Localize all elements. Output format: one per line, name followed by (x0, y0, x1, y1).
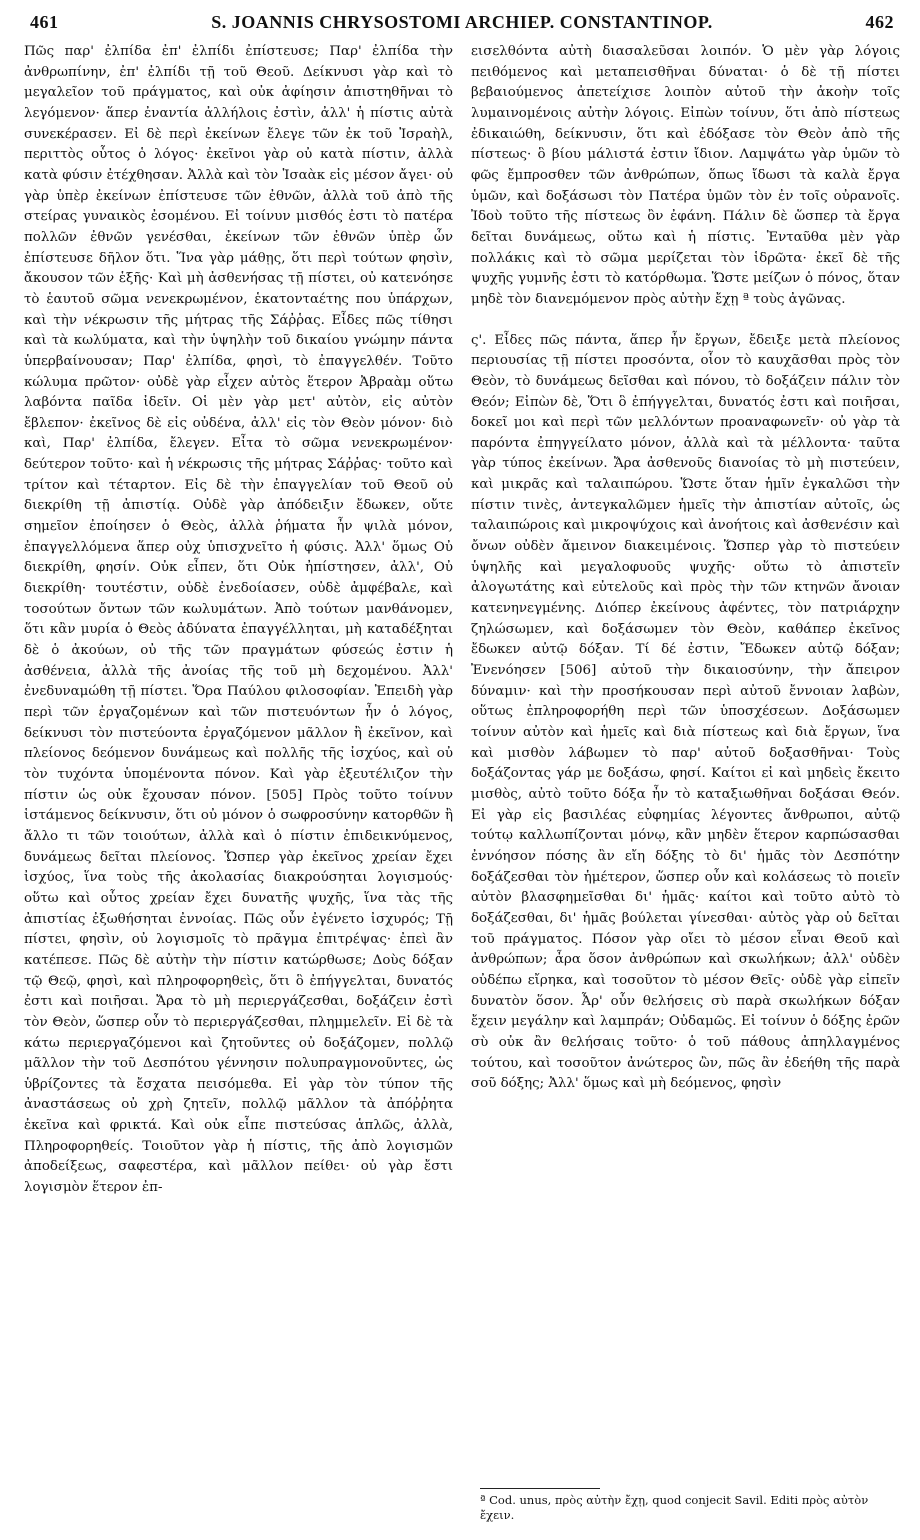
paragraph: ς'. Εἶδες πῶς πάντα, ἅπερ ἦν ἔργων, ἔδειξε μετὰ πλείονος περιουσίας τῇ πίστει προσόντα, οἷον τὸ καυχᾶσθαι πρὸς τὸν Θεὸν, τὸ δυνάμεως δεῖσθαι καὶ πόνου, τὸ δοξάζειν πάλιν τὸν Θεόν; Εἰπὼν δὲ, Ὅτι ὃ ἐπήγγελται, δυνατός ἐστι καὶ ποιῆσαι, δοκεῖ μοι καὶ περὶ τῶν μελλόντων προαναφωνεῖν· οὐ γὰρ τὰ παρόντα ἐπηγγείλατο μόνον, ἀλλὰ καὶ τὰ μέλλοντα· ταῦτα γὰρ τύπος ἐκείνων. Ἄρα ἀσθενοῦς διανοίας τὸ μὴ πιστεύειν, καὶ μικρᾶς καὶ ταλαιπώρου. Ὥστε ὅταν ἡμῖν ἐγκαλῶσι τὴν πίστιν τινὲς, ἀντεγκαλῶμεν ἡμεῖς τὴν ἀπιστίαν αὐτοῖς, ὡς ταλαιπώροις καὶ μικροψύχοις καὶ ἀνοήτοις καὶ ἀσθενέσιν καὶ ὄνων οὐδὲν ἄμεινον διακειμένοις. Ὥσπερ γὰρ τὸ πιστεύειν ὑψηλῆς καὶ μεγαλοφυοῦς ψυχῆς· οὕτω τὸ ἀπιστεῖν ἀλογωτάτης καὶ εὐτελοῦς καὶ πρὸς τὴν τῶν κτηνῶν ἄνοιαν κατενηνεγμένης. Διόπερ ἐκείνους ἀφέντες, τὸν πατριάρχην ζηλώσωμεν, καὶ δοξάσωμεν τὸν Θεὸν, καθάπερ ἐκεῖνος ἔδωκεν αὐτῷ δόξαν. Τί δέ ἐστιν, Ἔδωκεν αὐτῷ δόξαν; Ἐνενόησεν [506] αὐτοῦ τὴν δικαιοσύνην, τὴν ἄπειρον δύναμιν· καὶ τὴν προσήκουσαν περὶ αὐτοῦ ἔννοιαν λαβὼν, οὕτως ἐπληροφορήθη περὶ τῶν ὑποσχέσεων. Δοξάσωμεν τοίνυν αὐτὸν καὶ ἡμεῖς καὶ διὰ πίστεως καὶ διὰ ἔργων, ἵνα καὶ μισθὸν λάβωμεν τὸ παρ' αὐτοῦ δοξασθῆναι· Τοὺς δοξάζοντας γάρ με δοξάσω, φησί. Καίτοι εἰ καὶ μηδεὶς ἔκειτο μισθὸς, αὐτὸ τοῦτο δόξα ἦν τὸ καταξιωθῆναι δοξάσαι Θεόν. Εἰ γὰρ εἰς βασιλέας εὐφημίας λέγοντες ἄνθρωποι, αὐτῷ τούτῳ καλλωπίζονται μόνῳ, κἂν μηδὲν ἕτερον καρπώσασθαι ἐννόησον πόσης ἂν εἴη δόξης τὸ δι' ἡμᾶς τὸν Δεσπότην δοξάζεσθαι τὸν ἡμέτερον, ὥσπερ οὖν καὶ κολάσεως τὸ ποιεῖν αὐτὸν βλασφημεῖσθαι δι' ἡμᾶς· καίτοι καὶ τοῦτο αὐτὸ τὸ δοξάζεσθαι, δι' ἡμᾶς βούλεται γίνεσθαι· αὐτὸς γὰρ οὐ δεῖται τοῦ πράγματος. Πόσον γὰρ οἴει τὸ μέσον εἶναι Θεοῦ καὶ ἀνθρώπων; ἆρα ὅσον ἀνθρώπων καὶ σκωλήκων; ἀλλ' οὐδὲν οὐδέπω εἴρηκα, καὶ τοσοῦτον τὸ μέσον Θεῖς· οὐδὲ γὰρ εἰπεῖν δυνατὸν ὅσον. Ἆρ' οὖν θελήσεις σὺ παρὰ σκωλήκων δόξαν ἔχειν μεγάλην καὶ λαμπράν; Οὐδαμῶς. Εἰ τοίνυν ὁ δόξης ἐρῶν σὺ οὐκ ἂν θελήσαις τοῦτο· ὁ τοῦ πάθους ἀπηλλαγμένος τούτου, καὶ τοσοῦτον ἀνώτερος ὢν, πῶς ἂν ἐδεήθη τῆς παρὰ σοῦ δόξης; Ἀλλ' ὅμως καὶ μὴ δεόμενος, φησὶν (471, 332, 900, 1092)
right-column (471, 42, 900, 1199)
text-columns (24, 42, 900, 1199)
page-number-right: 462 (865, 12, 894, 32)
running-header (24, 12, 900, 40)
footnotes (480, 1488, 900, 1523)
page-number-left: 461 (30, 12, 59, 32)
paragraph: Πῶς παρ' ἐλπίδα ἐπ' ἐλπίδι ἐπίστευσε; Παρ' ἐλπίδα τὴν ἀνθρωπίνην, ἐπ' ἐλπίδι τῇ τοῦ Θεοῦ. Δείκνυσι γὰρ καὶ τὸ μεγαλεῖον τοῦ πράγματος, καὶ οὐκ ἀφίησιν ἀπιστηθῆναι τὸ λεγόμενον· ἅπερ ἐναντία ἀλλήλοις ἐστὶν, ἀλλ' ἡ πίστις αὐτὰ συνεκέρασεν. Εἰ δὲ περὶ ἐκείνων ἔλεγε τῶν ἐκ τοῦ Ἰσραὴλ, περιττὸς οὗτος ὁ λόγος· ἐκεῖνοι γὰρ οὐ κατὰ πίστιν, ἀλλὰ κατὰ φύσιν ἐτέχθησαν. Ἀλλὰ καὶ τὸν Ἰσαὰκ εἰς μέσον ἄγει· οὐ γὰρ ὑπὲρ ἐκείνων ἐπίστευσε τῶν ἐθνῶν, ἀλλὰ τοῦ ἀπὸ τῆς στείρας γυναικὸς ἐσομένου. Εἰ τοίνυν μισθός ἐστι τὸ πατέρα πολλῶν ἐθνῶν γενέσθαι, ἐκείνων τῶν ἐθνῶν ὑπὲρ ὧν ἐπίστευσε δῆλον ὅτι. Ἵνα γὰρ μάθῃς, ὅτι περὶ τούτων φησὶν, ἄκουσον τῶν ἑξῆς· Καὶ μὴ ἀσθενήσας τῇ πίστει, οὐ κατενόησε τὸ ἑαυτοῦ σῶμα νενεκρωμένον, ἑκατονταέτης που ὑπάρχων, καὶ τὴν νέκρωσιν τῆς μήτρας τῆς Σάῤῥας. Εἶδες πῶς τίθησι καὶ τὰ κωλύματα, καὶ τὴν ὑψηλὴν τοῦ δικαίου γνώμην πάντα ὑπερβαίνουσαν; Παρ' ἐλπίδα, φησὶ, τὸ ἐπαγγελθέν. Τοῦτο κώλυμα πρῶτον· οὐδὲ γὰρ εἶχεν αὐτὸς ἕτερον Ἀβραὰμ οὕτω λαβόντα παῖδα ἰδεῖν. Οἱ μὲν γὰρ μετ' αὐτὸν, εἰς αὐτὸν ἔβλεπον· ἐκεῖνος δὲ εἰς οὐδένα, ἀλλ' εἰς τὸν Θεὸν μόνον· διὸ καὶ, Παρ' ἐλπίδα, ἔλεγεν. Εἶτα τὸ σῶμα νενεκρωμένον· δεύτερον τοῦτο· καὶ ἡ νέκρωσις τῆς μήτρας Σάῤῥας· τοῦτο καὶ τρίτον καὶ τέταρτον. Εἰς δὲ τὴν ἐπαγγελίαν τοῦ Θεοῦ οὐ διεκρίθη τῇ ἀπιστίᾳ. Οὐδὲ γὰρ ἀπόδειξιν ἔδωκεν, οὔτε σημεῖον ἐποίησεν ὁ Θεὸς, ἀλλὰ ῥήματα ἦν ψιλὰ μόνον, ἐπαγγελλόμενα ἅπερ οὐχ ὑπισχνεῖτο ἡ φύσις. Ἀλλ' ὅμως Οὐ διεκρίθη, φησίν. Οὐκ εἶπεν, ὅτι Οὐκ ἠπίστησεν, ἀλλ', Οὐ διεκρίθη· τουτέστιν, οὐδὲ ἐνεδοίασεν, οὐδὲ ἀμφέβαλε, καὶ τοσούτων ὄντων τῶν κωλυμάτων. Ἀπὸ τούτων μανθάνομεν, ὅτι κἂν μυρία ὁ Θεὸς ἀδύνατα ἐπαγγέλληται, μὴ καταδέξηται δὲ ὁ ἀκούων, οὐ τῆς τῶν πραγμάτων φύσεώς ἐστιν ἡ ἀσθένεια, ἀλλὰ τῆς ἀνοίας τῆς τοῦ μὴ δεχομένου. Ἀλλ' ἐνεδυναμώθη τῇ πίστει. Ὅρα Παύλου φιλοσοφίαν. Ἐπειδὴ γὰρ περὶ τῶν ἐργαζομένων καὶ τῶν πιστευόντων ἦν ὁ λόγος, δείκνυσι τὸν πιστεύοντα ἐργαζόμενον μᾶλλον ἢ ἐκεῖνον, καὶ πλείονος δεόμενον δυνάμεως καὶ πολλῆς τῆς ἰσχύος, καὶ οὐ τὸν τυχόντα ὑπομένοντα πόνον. Καὶ γὰρ ἐξευτέλιζον τὴν πίστιν ὡς οὐκ ἔχουσαν πόνον. [505] Πρὸς τοῦτο τοίνυν ἱστάμενος δείκνυσιν, ὅτι οὐ μόνον ὁ σωφροσύνην κατορθῶν ἢ ἄλλο τι τῶν τοιούτων, ἀλλὰ καὶ ὁ πίστιν ἐπιδεικνύμενος, δυνάμεως δεῖται πλείονος. Ὥσπερ γὰρ ἐκεῖνος χρείαν ἔχει ἰσχύος, ἵνα τοὺς τῆς ἀκολασίας διακρούσηται λογισμούς· οὕτω καὶ οὗτος χρείαν ἔχει δυνατῆς ψυχῆς, ἵνα τὰς τῆς ἀπιστίας ἐξωθήσηται ἐννοίας. Πῶς οὖν ἐγένετο ἰσχυρός; Τῇ πίστει, φησὶν, οὐ λογισμοῖς τὸ πρᾶγμα ἐπιτρέψας· ἐπεὶ ἂν κατέπεσε. Πῶς δὲ αὐτὴν τὴν πίστιν κατώρθωσε; Δοὺς δόξαν τῷ Θεῷ, φησὶ, καὶ πληροφορηθεὶς, ὅτι ὃ ἐπήγγελται, δυνατός ἐστι καὶ ποιῆσαι. Ἄρα τὸ μὴ περιεργάζεσθαι, δοξάζειν ἐστὶ τὸν Θεὸν, ὥσπερ οὖν τὸ περιεργάζεσθαι, πλημμελεῖν. Εἰ δὲ τὰ κάτω περιεργαζόμενοι καὶ ζητοῦντες οὐ δοξάζομεν, πολλῷ μᾶλλον τὴν τοῦ Δεσπότου γέννησιν πολυπραγμονοῦντες, ὡς ὑβρίζοντες τὰ ἔσχατα πεισόμεθα. Εἰ γὰρ τὸν τύπον τῆς ἀναστάσεως οὐ χρὴ ζητεῖν, πολλῷ μᾶλλον τὰ ἀπόῤῥητα ἐκεῖνα καὶ φρικτά. Καὶ οὐκ εἶπε πιστεύσας ἁπλῶς, ἀλλὰ, Πληροφορηθείς. Τοιοῦτον γὰρ ἡ πίστις, τῆς ἀπὸ λογισμῶν ἀποδείξεως, σαφεστέρα, καὶ μᾶλλον πείθει· οὐ γὰρ ἔστι λογισμὸν ἕτερον ἐπ- (24, 44, 453, 1196)
paragraph: εισελθόντα αὐτὴ διασαλεῦσαι λοιπόν. Ὁ μὲν γὰρ λόγοις πειθόμενος καὶ μεταπεισθῆναι δύναται· ὁ δὲ τῇ πίστει βεβαιούμενος ἀπετείχισε λοιπὸν αὐτοῦ τὴν ἀκοὴν τοῖς λυμαινομένοις αὐτὴν λόγοις. Εἰπὼν τοίνυν, ὅτι ἀπὸ πίστεως ἐδικαιώθη, δείκνυσιν, ὅτι καὶ ἐδόξασε τὸν Θεὸν ἀπὸ τῆς πίστεως· ὃ βίου μάλιστά ἐστιν ἴδιον. Λαμψάτω γὰρ ὑμῶν τὸ φῶς ἔμπροσθεν τῶν ἀνθρώπων, ὅπως ἴδωσι τὰ καλὰ ἔργα ὑμῶν, καὶ δοξάσωσι τὸν Πατέρα ὑμῶν τὸν ἐν τοῖς οὐρανοῖς. Ἰδοὺ τοῦτο τῆς πίστεως ὂν ἐφάνη. Πάλιν δὲ ὥσπερ τὰ ἔργα δεῖται δυνάμεως, οὕτω καὶ ἡ πίστις. Ἐνταῦθα μὲν γὰρ πολλάκις καὶ τὸ σῶμα μερίζεται τὸν ἱδρῶτα· ἐκεῖ δὲ τῆς ψυχῆς γυμνῆς ἐστι τὸ κατόρθωμα. Ὥστε μείζων ὁ πόνος, ὅταν μηδὲ τὸν διανεμόμενον πρὸς αὐτὴν ἔχῃ ª τοὺς ἀγῶνας. (471, 44, 900, 307)
running-title: S. JOANNIS CHRYSOSTOMI ARCHIEP. CONSTANTINOP. (211, 12, 713, 32)
footnote-divider (480, 1488, 600, 1489)
left-column (24, 42, 453, 1199)
footnote: ª Cod. unus, πρὸς αὐτὴν ἔχῃ, quod conjecit Savil. Editi πρὸς αὐτὸν ἔχειν. (480, 1493, 869, 1522)
